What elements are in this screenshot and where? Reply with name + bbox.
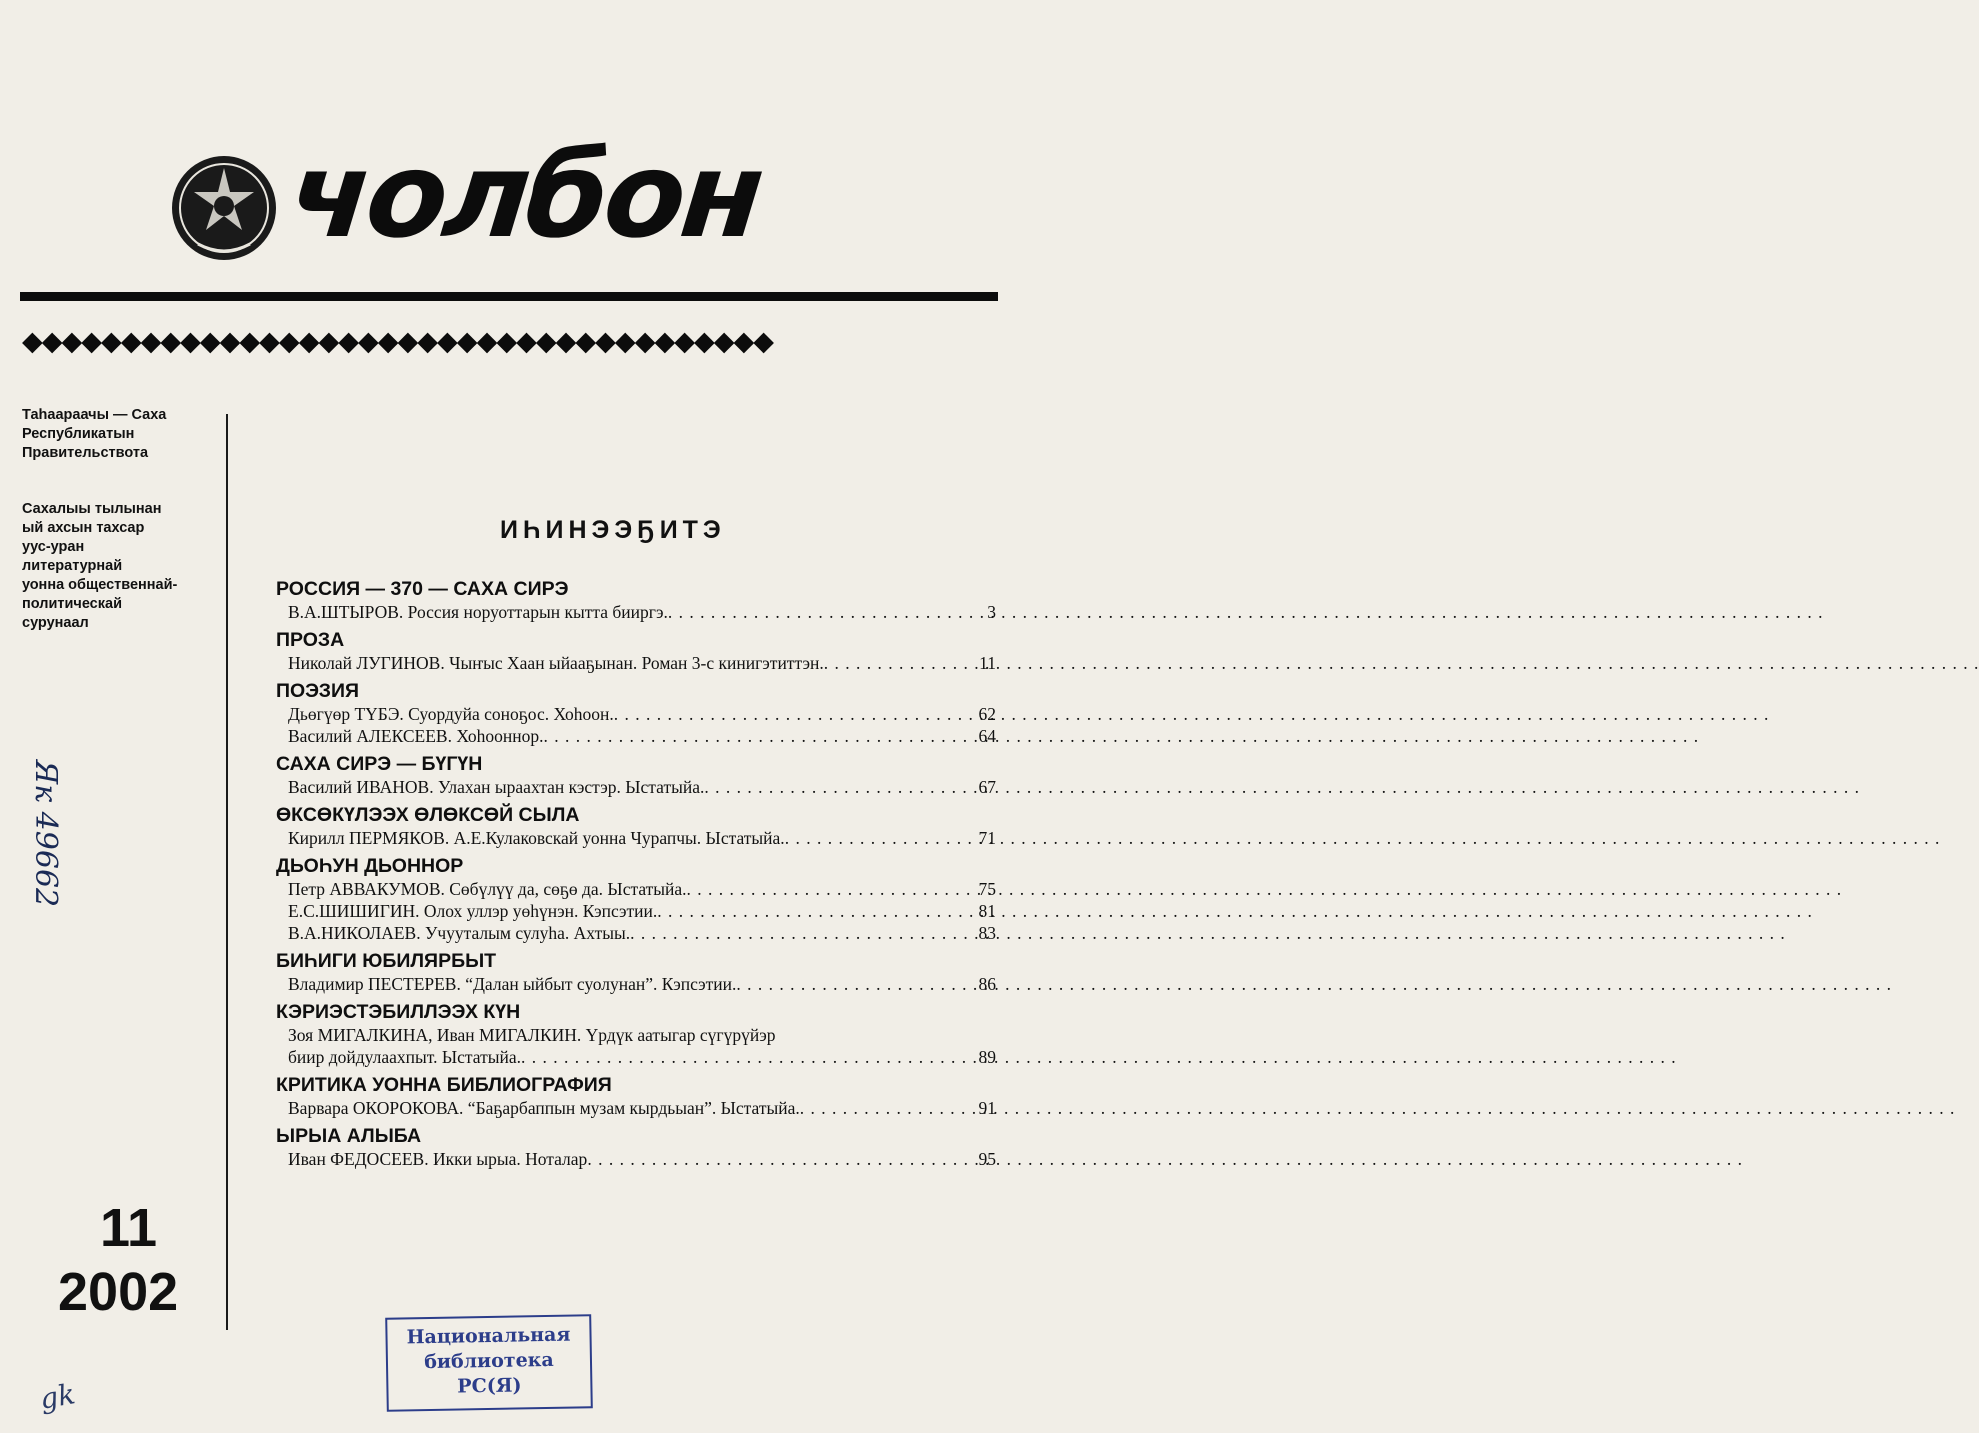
toc-entry[interactable] [288, 1148, 996, 1170]
entry-title: Дьөгүөр ТҮБЭ. Суордуйа соноҕос. Хоһоон. [288, 704, 614, 724]
toc-section-heading: ӨКСӨКҮЛЭЭХ ӨЛӨКСӨЙ СЫЛА [276, 804, 580, 826]
entry-page: 71 [978, 828, 996, 848]
leader-dots [657, 900, 978, 922]
leader-dots [800, 1097, 979, 1119]
toc-entry[interactable] [288, 878, 996, 900]
entry-title: Николай ЛУГИНОВ. Чыҥыс Хаан ыйааҕынан. Роман 3-с кинигэтиттэн. [288, 653, 824, 673]
publisher-info [22, 406, 218, 463]
entry-page: 83 [978, 923, 996, 943]
entry-title: Петр АВВАКУМОВ. Сөбүлүү да, сөҕө да. Ыстатыйа. [288, 879, 687, 899]
entry-title: Василий АЛЕКСЕЕВ. Хоһооннор. [288, 726, 544, 746]
issue-year: 2002 [58, 1262, 179, 1322]
toc-section-heading: САХА СИРЭ — БҮГҮН [276, 753, 483, 775]
entry-title: В.А.ШТЫРОВ. Россия норуоттарын кытта бииргэ. [288, 602, 668, 622]
toc-section-heading: РОССИЯ — 370 — САХА СИРЭ [276, 578, 569, 600]
toc-section-heading: ЫРЫА АЛЫБА [276, 1125, 422, 1147]
description-line: уус-уран [22, 539, 85, 555]
magazine-description [22, 500, 218, 633]
entry-page: 86 [978, 974, 996, 994]
entry-page: 91 [978, 1098, 996, 1118]
description-line: сурунаал [22, 615, 89, 631]
toc-section-heading: КРИТИКА УОННА БИБЛИОГРАФИЯ [276, 1074, 612, 1096]
toc-entry[interactable] [288, 652, 996, 674]
toc-section-heading: КЭРИЭСТЭБИЛЛЭЭХ КҮН [276, 1001, 521, 1023]
toc-section-heading: ПРОЗА [276, 629, 345, 651]
description-line: ый ахсын тахсар [22, 520, 145, 536]
publisher-line: Таһаараачы — Саха [22, 407, 167, 423]
entry-title: Варвара ОКОРОКОВА. “Баҕарбаппын музам кырдьыан”. Ыстатыйа. [288, 1098, 800, 1118]
handwritten-mark: gk [37, 1377, 78, 1416]
toc-section-heading: ДЬОҺУН ДЬОННОР [276, 855, 464, 877]
toc-entry[interactable] [288, 601, 996, 623]
description-line: политическай [22, 596, 122, 612]
description-line: литературнай [22, 558, 123, 574]
publisher-line: Правительствота [22, 445, 149, 461]
toc-entry[interactable] [288, 1046, 996, 1068]
entry-title: Василий ИВАНОВ. Улахан ыраахтан кэстэр. Ыстатыйа. [288, 777, 705, 797]
library-stamp [385, 1314, 593, 1412]
diamond-border: ◆◆◆◆◆◆◆◆◆◆◆◆◆◆◆◆◆◆◆◆◆◆◆◆◆◆◆◆◆◆◆◆◆◆◆◆◆◆ [22, 326, 774, 357]
entry-title: Е.С.ШИШИГИН. Олох уллэр уөһүнэн. Кэпсэтии. [288, 901, 658, 921]
toc-entry[interactable] [288, 922, 996, 944]
description-line: уонна общественнай- [22, 577, 178, 593]
leader-dots [543, 725, 978, 747]
toc-entry[interactable] [288, 703, 996, 725]
entry-page: 81 [978, 901, 996, 921]
magazine-title: чолбон [282, 126, 767, 264]
leader-dots [785, 827, 979, 849]
leader-dots [521, 1046, 978, 1068]
entry-title: Кирилл ПЕРМЯКОВ. А.Е.Кулаковскай уонна Чурапчы. Ыстатыйа. [288, 828, 785, 848]
entry-page: 62 [978, 704, 996, 724]
stamp-line: РС(Я) [457, 1374, 522, 1398]
publisher-line: Республикатын [22, 426, 135, 442]
column-divider [226, 414, 228, 1330]
leader-dots [668, 601, 987, 623]
toc-section-heading: БИҺИГИ ЮБИЛЯРБЫТ [276, 950, 497, 972]
description-line: Сахалыы тылынан [22, 501, 162, 517]
leader-dots [614, 703, 979, 725]
entry-page: 64 [978, 726, 996, 746]
leader-dots [630, 922, 978, 944]
leader-dots [704, 776, 978, 798]
table-of-contents [276, 572, 996, 1170]
header-rule [20, 292, 998, 301]
entry-page: 3 [987, 602, 996, 622]
entry-page: 75 [978, 879, 996, 899]
emblem-icon [168, 148, 280, 266]
entry-page: 11 [979, 653, 996, 673]
entry-title: Владимир ПЕСТЕРЕВ. “Далан ыйбыт суолунан”. Кэпсэтии. [288, 974, 737, 994]
leader-dots [824, 652, 979, 674]
entry-page: 95 [978, 1149, 996, 1169]
issue-number: 11 [100, 1198, 158, 1258]
entry-page: 67 [978, 777, 996, 797]
toc-entry[interactable] [288, 827, 996, 849]
entry-title: В.А.НИКОЛАЕВ. Учууталым сулуһа. Ахтыы. [288, 923, 631, 943]
stamp-line: библиотека [424, 1348, 554, 1374]
toc-entry[interactable] [288, 900, 996, 922]
toc-title: ИҺИНЭЭҔИТЭ [500, 516, 726, 544]
toc-entry[interactable] [288, 1097, 996, 1119]
handwritten-code: Як 49662 [28, 760, 63, 908]
toc-section-heading: ПОЭЗИЯ [276, 680, 360, 702]
entry-page: 89 [978, 1047, 996, 1067]
leader-dots [687, 878, 979, 900]
stamp-line: Национальная [406, 1323, 571, 1349]
leader-dots [736, 973, 978, 995]
leader-dots [587, 1148, 978, 1170]
toc-entry[interactable] [288, 776, 996, 798]
toc-entry[interactable] [288, 973, 996, 995]
toc-entry[interactable] [288, 725, 996, 747]
entry-title[interactable]: Зоя МИГАЛКИНА, Иван МИГАЛКИН. Үрдүк аатыгар сүгүрүйэр [288, 1025, 776, 1045]
entry-title: Иван ФЕДОСЕЕВ. Икки ырыа. Ноталар [288, 1149, 588, 1169]
entry-title-continuation: биир дойдулаахпыт. Ыстатыйа. [288, 1047, 522, 1067]
